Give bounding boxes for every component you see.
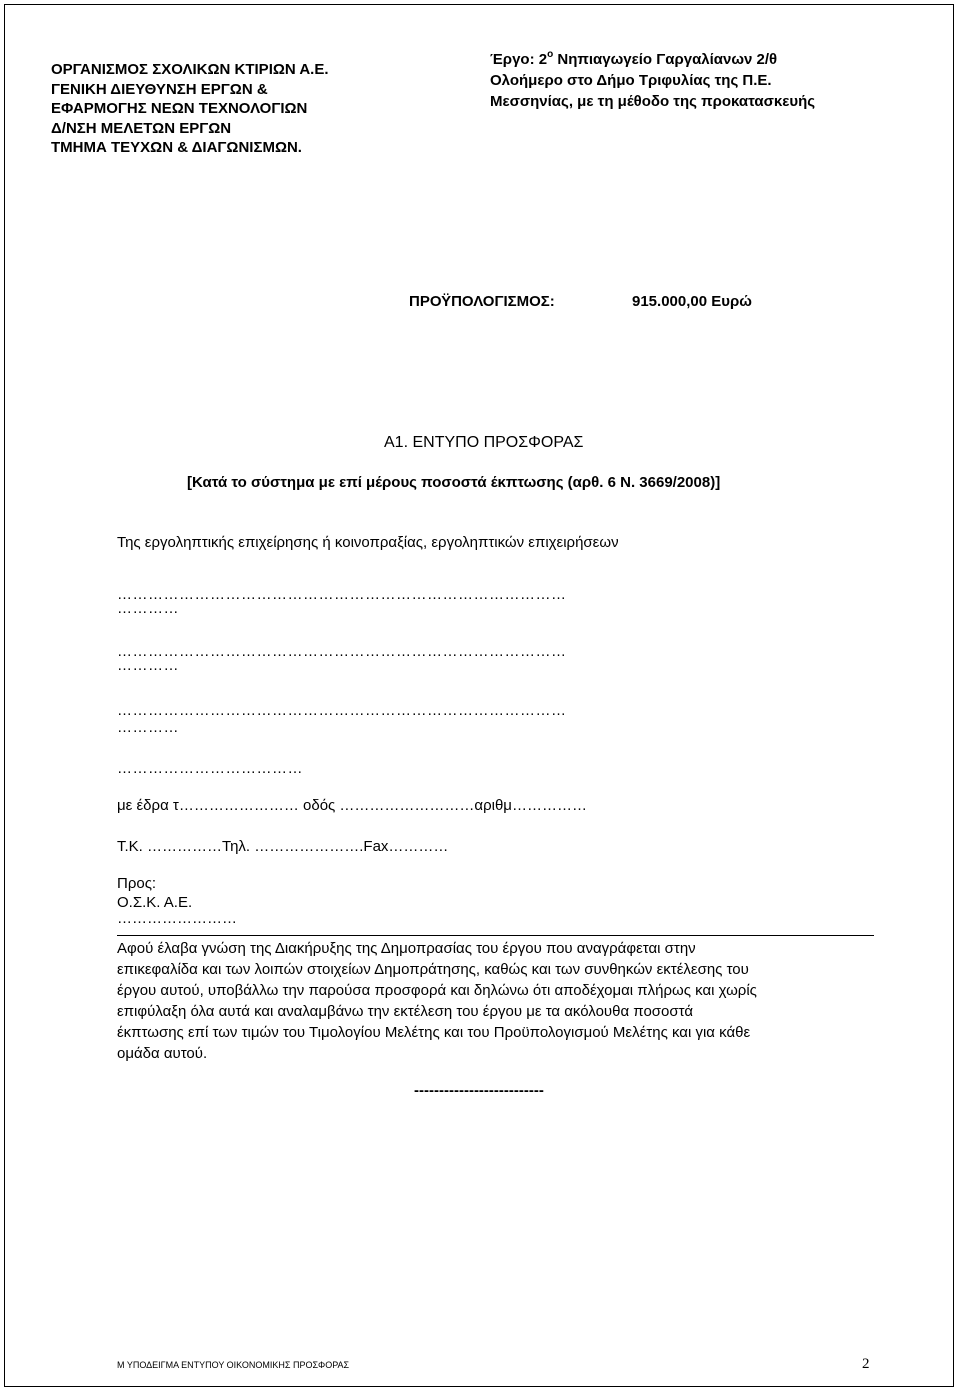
paragraph-line: έκπτωσης επί των τιμών του Τιμολογίου Μελέτης και του Προϋπολογισμού Μελέτης και για κάθε <box>117 1024 751 1041</box>
page-number: 2 <box>862 1356 870 1372</box>
paragraph-line: επικεφαλίδα και των λοιπών στοιχείων Δημοπράτησης, καθώς και των συνθηκών εκτέλεσης του <box>117 961 749 978</box>
budget-label: ΠΡΟΫΠΟΛΟΓΙΣΜΟΣ: <box>409 293 555 310</box>
project-line-1 <box>490 50 815 71</box>
dotted-line[interactable]: …………………………………………………………………………… <box>117 586 567 603</box>
project-line-3: Μεσσηνίας, με τη μέθοδο της προκατασκευής <box>490 93 816 110</box>
footer-text: Μ ΥΠΟΔΕΙΓΜΑ ΕΝΤΥΠΟΥ ΟΙΚΟΝΟΜΙΚΗΣ ΠΡΟΣΦΟΡΑΣ <box>117 1360 350 1370</box>
org-line: ΤΜΗΜΑ ΤΕΥΧΩΝ & ΔΙΑΓΩΝΙΣΜΩΝ. <box>51 139 302 156</box>
paragraph-line: έργου αυτού, υποβάλλω την παρούσα προσφορά και δηλώνω ότι αποδέχομαι πλήρως και χωρίς <box>117 982 757 999</box>
paragraph-line: επιφύλαξη όλα αυτά και αναλαμβάνω την εκτέλεση του έργου με τα ακόλουθα ποσοστά <box>117 1003 694 1020</box>
addressee-name: Ο.Σ.Κ. Α.Ε. <box>117 894 193 911</box>
organization-block <box>51 60 329 158</box>
address-line[interactable]: με έδρα τ…………………… οδός ………………………αριθμ…………… <box>117 797 587 814</box>
project-line-2: Ολοήμερο στο Δήμο Τριφυλίας της Π.Ε. <box>490 72 772 89</box>
paragraph-line: ομάδα αυτού. <box>117 1045 208 1062</box>
addressee-dots: …………………… <box>117 910 237 927</box>
org-line: ΓΕΝΙΚΗ ΔΙΕΥΘΥΝΣΗ ΕΡΓΩΝ & <box>51 80 268 98</box>
dotted-line[interactable]: ………… <box>117 600 179 617</box>
intro-text: Της εργοληπτικής επιχείρησης ή κοινοπραξίας, εργοληπτικών επιχειρήσεων <box>117 534 619 551</box>
dotted-line[interactable]: …………………………………………………………………………… <box>117 643 567 660</box>
project-line-1-rest: Νηπιαγωγείο Γαργαλίανων 2/θ <box>553 51 778 68</box>
org-line: Δ/ΝΣΗ ΜΕΛΕΤΩΝ ΕΡΓΩΝ <box>51 119 232 137</box>
addressee-block <box>117 874 237 928</box>
form-subtitle: [Κατά το σύστημα με επί μέρους ποσοστά έκπτωσης (αρθ. 6 Ν. 3669/2008)] <box>187 474 721 491</box>
addressee-label: Προς: <box>117 875 157 892</box>
dotted-line[interactable]: ………… <box>117 719 179 736</box>
declaration-paragraph <box>117 938 877 1064</box>
horizontal-rule <box>117 935 874 936</box>
org-line: ΕΦΑΡΜΟΓΗΣ ΝΕΩΝ ΤΕΧΝΟΛΟΓΙΩΝ <box>51 100 308 117</box>
contact-line[interactable]: Τ.Κ. ……………Τηλ. ………………….Fax………… <box>117 838 449 855</box>
dotted-line[interactable]: …………………………………………………………………………… <box>117 702 567 719</box>
dotted-line[interactable]: ……………………………… <box>117 760 303 777</box>
page-border <box>4 4 954 1387</box>
project-superscript: ο <box>547 49 554 60</box>
org-line: ΟΡΓΑΝΙΣΜΟΣ ΣΧΟΛΙΚΩΝ ΚΤΙΡΙΩΝ Α.Ε. <box>51 61 329 78</box>
budget-value: 915.000,00 Ευρώ <box>632 293 752 310</box>
project-prefix: Έργο: 2 <box>490 51 548 68</box>
dotted-line[interactable]: ………… <box>117 657 179 674</box>
separator: -------------------------- <box>414 1082 544 1099</box>
form-title: Α1. ΕΝΤΥΠΟ ΠΡΟΣΦΟΡΑΣ <box>384 434 584 451</box>
paragraph-line: Αφού έλαβα γνώση της Διακήρυξης της Δημοπρασίας του έργου που αναγράφεται στην <box>117 940 696 957</box>
project-block <box>490 50 815 113</box>
